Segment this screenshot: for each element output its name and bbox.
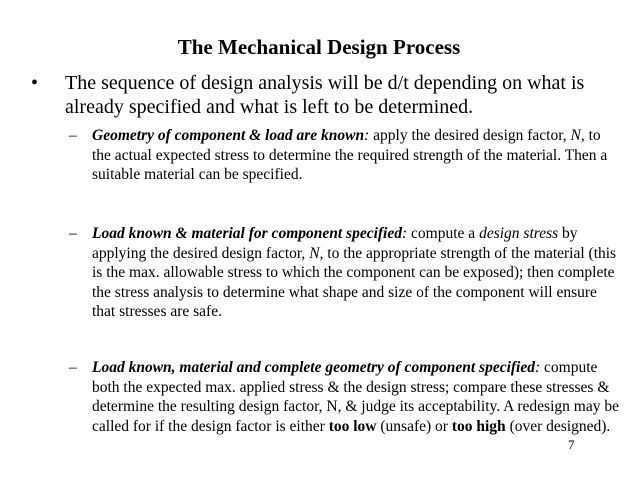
- sub-bullet-text: to the appropriate strength of the material (this is the max. allowable stress to which the component can be exposed); then complete the stress analysis to determine what shape and size of the component will ensure that stresses are safe.: [92, 244, 617, 320]
- sub-bullet-lead: Load known & material for component specified: [92, 225, 402, 242]
- design-factor-symbol: N,: [570, 127, 585, 144]
- sub-bullet-colon: :: [402, 225, 408, 242]
- page-number: 7: [568, 437, 575, 452]
- sub-bullet-text: compute both the expected max. applied stress & the design stress; compare these stresses & determine the resulting design factor, N, & judge its acceptability. A redesign may be called for if the design factor is either: [92, 359, 619, 435]
- sub-bullet-dash: –: [69, 127, 77, 144]
- bullet-marker: •: [31, 72, 39, 94]
- sub-bullet-colon: :: [364, 127, 370, 144]
- sub-bullet-all-specified: [92, 358, 622, 436]
- sub-bullet-text: compute a: [407, 225, 480, 242]
- design-stress-term: design stress: [479, 225, 559, 242]
- slide-title: The Mechanical Design Process: [177, 35, 461, 59]
- sub-bullet-lead: Geometry of component & load are known: [92, 127, 365, 144]
- sub-bullet-geometry-load-known: [92, 126, 622, 185]
- sub-bullet-text: to the actual expected stress to determine the required strength of the material. Then a suitable material can be specified.: [92, 127, 608, 183]
- sub-bullet-load-material-known: [92, 224, 622, 322]
- sub-bullet-text: by applying the desired design factor,: [92, 225, 578, 262]
- too-low-emphasis: too low: [328, 417, 377, 435]
- too-high-emphasis: too high: [451, 417, 506, 435]
- sub-bullet-colon: :: [535, 359, 541, 376]
- main-bullet-text: The sequence of design analysis will be d/t depending on what is already specified and what is left to be determined.: [65, 72, 585, 118]
- sub-bullet-text: (over designed).: [505, 417, 611, 435]
- sub-bullet-text: (unsafe) or: [376, 417, 452, 435]
- sub-bullet-dash: –: [69, 225, 77, 242]
- sub-bullet-lead: Load known, material and complete geometry of component specified: [92, 359, 535, 376]
- sub-bullet-text: apply the desired design factor,: [369, 127, 571, 144]
- sub-bullet-dash: –: [69, 359, 77, 376]
- design-factor-symbol: N,: [309, 244, 324, 262]
